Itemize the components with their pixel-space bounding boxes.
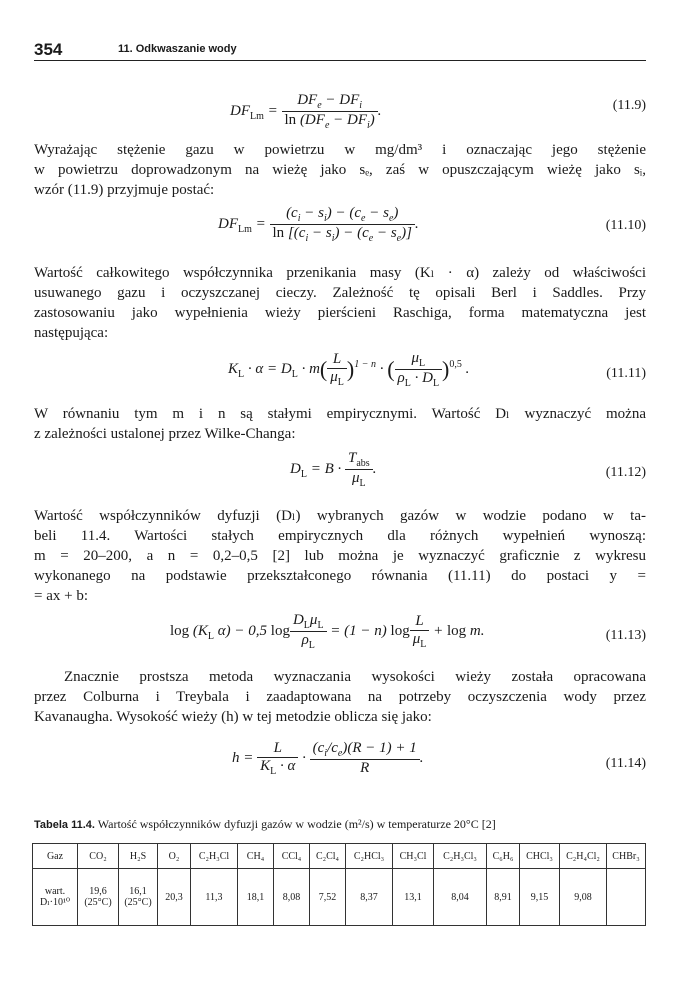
- text-line: przez Colburna i Treybala i zaadaptowana na potrzeby oczyszczenia wody przez: [34, 689, 646, 705]
- equation-number: (11.13): [605, 628, 646, 643]
- equation-number: (11.10): [605, 218, 646, 233]
- table-header: C₂H₃Cl: [191, 844, 238, 869]
- table-cell: [119, 869, 158, 926]
- table-cell: 11,3: [191, 869, 238, 926]
- table-header: C₂H₃Cl₃: [434, 844, 487, 869]
- paragraph-3: [34, 404, 646, 444]
- table-cell: 9,08: [560, 869, 607, 926]
- cell-note: (25°C): [84, 897, 112, 908]
- text-line: usuwanego gazu i oczyszczanej cieczy. Zależność tę opisali Berl i Saddles. Przy: [34, 285, 646, 301]
- table-header: CH₃Cl: [393, 844, 434, 869]
- equation-number: (11.12): [605, 465, 646, 480]
- row-label-2: Dₗ·10¹⁰: [40, 897, 70, 908]
- paragraph-4: [34, 506, 646, 606]
- text-line: następująca:: [34, 325, 109, 341]
- text-line: zastosowaniu jako wypełnienia wieży pierścieni Raschiga, forma matematyczna jest: [34, 305, 646, 321]
- equation-number: (11.9): [612, 98, 646, 113]
- table-header: CO₂: [78, 844, 119, 869]
- cell-value: 19,6: [89, 886, 107, 897]
- table-header: CCl₄: [274, 844, 310, 869]
- table-header: H₂S: [119, 844, 158, 869]
- table-header: C₂Cl₄: [310, 844, 346, 869]
- table-cell: 18,1: [238, 869, 274, 926]
- text-line: w powietrzu doprowadzonym na wieżę jako sₑ, zaś w opuszczającym wieżę jako sᵢ,: [34, 162, 646, 178]
- text-line: Wartość współczynników dyfuzji (Dₗ) wybranych gazów w wodzie podano w ta-: [34, 508, 646, 524]
- text-line: z zależności ustalonej przez Wilke-Changa:: [34, 426, 296, 442]
- table-header: Gaz: [33, 844, 78, 869]
- text-line: m = 20–200, a n = 0,2–0,5 [2] lub można je wyznaczyć graficznie z wykresu: [34, 548, 646, 564]
- table-caption: [34, 817, 496, 832]
- text-line: wykonanego na podstawie przekształconego równania (11.11) do postaci y =: [34, 568, 646, 584]
- equation-11-13: $\log (K_L$ α) − 0,5 log $\frac{D_L\mu_L}{\rho_L}$ = (1 − n) log $\frac{L}{\mu_L}$ + log m.: [170, 612, 485, 651]
- equation-11-12: $D_L = B$ · $\frac{T_{abs}}{\mu_L}$ .: [290, 450, 377, 489]
- cell-value: 16,1: [129, 886, 147, 897]
- cell-note: (25°C): [124, 897, 152, 908]
- chapter-title: 11. Odkwaszanie wody: [118, 43, 237, 55]
- table-header: CHBr₃: [607, 844, 646, 869]
- paragraph-1: [34, 140, 646, 200]
- table-cell: 13,1: [393, 869, 434, 926]
- table-header: CHCl₃: [520, 844, 560, 869]
- table-header-row: [33, 844, 646, 869]
- table-cell: [78, 869, 119, 926]
- table-header: CH₄: [238, 844, 274, 869]
- table-caption-label: Tabela 11.4.: [34, 819, 95, 831]
- table-cell: 8,37: [346, 869, 393, 926]
- equation-11-9: $DF_{Lm}$ = $\frac{DF_e - DF_i}{\ln (DF_e - DF_i)}$ .: [230, 92, 382, 131]
- table-header: C₂H₄Cl₂: [560, 844, 607, 869]
- text-line: Wartość całkowitego współczynnika przenikania masy (Kₗ · α) zależy od właściwości: [34, 265, 646, 281]
- table-header: C₆H₆: [487, 844, 520, 869]
- text-line: Wyrażając stężenie gazu w powietrzu w mg/dm³ i oznaczając jego stężenie: [34, 142, 646, 158]
- equation-number: (11.11): [606, 366, 646, 381]
- header-rule: [34, 60, 646, 61]
- table-header: C₂HCl₃: [346, 844, 393, 869]
- page-header: [34, 40, 646, 58]
- table-cell: 8,91: [487, 869, 520, 926]
- text-line: = ax + b:: [34, 588, 88, 604]
- diffusion-table: [32, 843, 646, 926]
- table-cell: 8,04: [434, 869, 487, 926]
- equation-11-10: $DF_{Lm}$ = $\frac{(c_i - s_i) - (c_e - s_e)}{\ln [(c_i - s_i) - (c_e - s_e)]}$ .: [218, 205, 419, 244]
- paragraph-5: [34, 667, 646, 727]
- table-cell: 20,3: [158, 869, 191, 926]
- row-label-1: wart.: [44, 886, 66, 897]
- table-cell: 8,08: [274, 869, 310, 926]
- equation-number: (11.14): [605, 756, 646, 771]
- table-caption-text: Wartość współczynników dyfuzji gazów w wodzie (m²/s) w temperaturze 20°C [2]: [97, 817, 496, 831]
- table-cell: 7,52: [310, 869, 346, 926]
- text-line: W równaniu tym m i n są stałymi empirycznymi. Wartość Dₗ wyznaczyć można: [34, 406, 646, 422]
- page-number: 354: [34, 40, 63, 59]
- table-header: O₂: [158, 844, 191, 869]
- text-line: beli 11.4. Wartości stałych empirycznych dla różnych wypełnień wynoszą:: [34, 528, 646, 544]
- equation-11-11: $K_L \cdot \alpha = D_L \cdot m$( $\frac{L}{\mu_L}$ )$^{1 - n}$ · ( $\frac{\mu_L}{\rho_L \cdot D_L}$ )$^{0,5}$ .: [228, 350, 470, 389]
- row-label: [33, 869, 78, 926]
- text-line: Kavanaugha. Wysokość wieży (h) w tej metodzie oblicza się jako:: [34, 709, 432, 725]
- table-cell: 9,15: [520, 869, 560, 926]
- table-row: [33, 869, 646, 926]
- paragraph-2: [34, 263, 646, 343]
- table-cell: [607, 869, 646, 926]
- text-line: Znacznie prostsza metoda wyznaczania wysokości wieży została opracowana: [64, 669, 646, 685]
- text-line: wzór (11.9) przyjmuje postać:: [34, 182, 215, 198]
- equation-11-14: h = $\frac{L}{K_L \cdot \alpha}$ · $\frac{(c_i/c_e)(R - 1) + 1}{R}$ .: [232, 740, 424, 777]
